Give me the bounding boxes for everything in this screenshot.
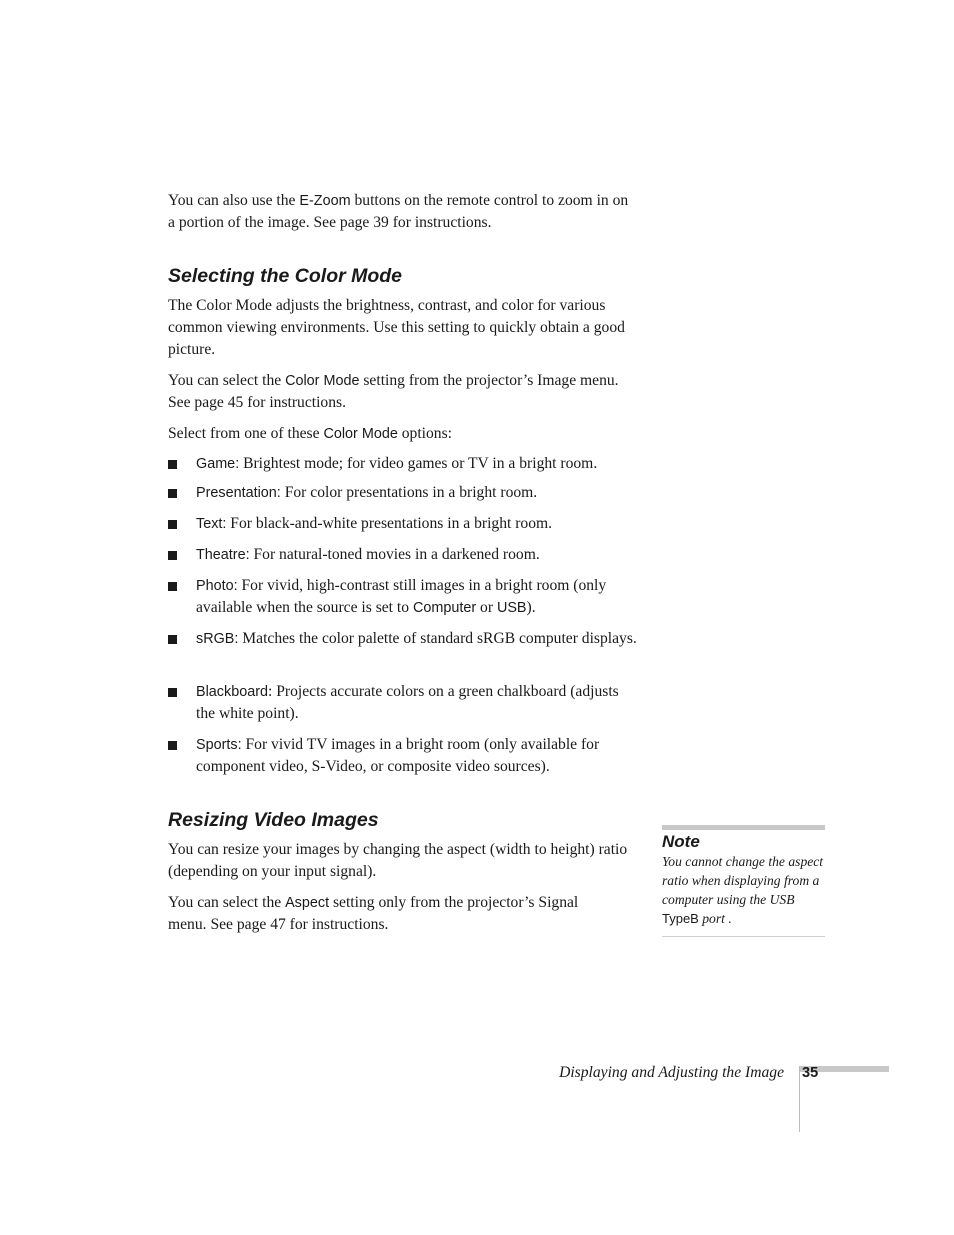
footer-chapter-title: Displaying and Adjusting the Image — [559, 1064, 784, 1081]
p3-text-a: Select from one of these — [168, 425, 324, 442]
option-text-end: ). — [526, 599, 536, 616]
intro-paragraph — [168, 190, 638, 234]
option-text: Brightest mode; for video games or TV in a bright room. — [239, 455, 598, 472]
option-keyword-computer: Computer — [412, 600, 477, 616]
note-bottom-rule — [662, 936, 825, 937]
list-item-presentation — [168, 482, 638, 504]
option-text: For vivid TV images in a bright room (only available for component video, S-Video, or composite video sources). — [196, 736, 600, 775]
bullet-square-icon — [168, 489, 177, 498]
p2-text-b: setting from the projector’s Image menu. See page 45 for instructions. — [168, 372, 619, 411]
bullet-square-icon — [168, 741, 177, 750]
note-top-bar — [662, 825, 825, 830]
bullet-square-icon — [168, 688, 177, 697]
option-keyword-usb: USB — [496, 600, 527, 616]
option-text: For color presentations in a bright room. — [280, 484, 538, 501]
list-item-theatre — [168, 544, 638, 566]
intro-text-2: buttons on the remote control to zoom in on a portion of the image. See page 39 for instructions. — [168, 192, 629, 231]
page-number: 35 — [802, 1065, 819, 1081]
list-item-blackboard — [168, 681, 638, 725]
p2-keyword: Color Mode — [285, 373, 360, 389]
option-text: For black-and-white presentations in a bright room. — [226, 515, 553, 532]
note-keyword: TypeB — [662, 911, 699, 926]
option-text: : Projects accurate colors on a green chalkboard (adjusts the white point). — [196, 683, 619, 722]
note-text-b: port . — [698, 911, 732, 926]
footer-vertical-rule — [799, 1066, 800, 1132]
option-label: sRGB: — [196, 631, 239, 647]
option-label: Text: — [196, 516, 227, 532]
option-text: Matches the color palette of standard sRGB computer displays. — [238, 630, 637, 647]
color-mode-paragraph-2 — [168, 370, 638, 414]
bullet-square-icon — [168, 460, 177, 469]
note-text — [662, 852, 827, 928]
list-item-photo — [168, 575, 638, 619]
intro-keyword-ezoom: E-Zoom — [299, 193, 351, 209]
list-item-text — [168, 513, 638, 535]
p2-text-a: You can select the — [168, 372, 286, 389]
option-text-mid: or — [476, 599, 497, 616]
option-label: Blackboard — [196, 684, 268, 700]
p3-text-b: options: — [397, 425, 452, 442]
option-label: Game: — [196, 456, 240, 472]
resize-p2-text-a: You can select the — [168, 894, 286, 911]
note-text-a: You cannot change the aspect ratio when displaying from a computer using the USB — [662, 854, 824, 907]
option-label: Theatre: — [196, 547, 250, 563]
option-label: Presentation: — [196, 485, 281, 501]
intro-text-1: You can also use the — [168, 192, 300, 209]
color-mode-paragraph-1: The Color Mode adjusts the brightness, contrast, and color for various common viewing environments. Use this setting to quickly obtain a good picture. — [168, 297, 625, 358]
list-item-sports — [168, 734, 638, 778]
resize-paragraph-2 — [168, 892, 618, 936]
option-text: For vivid, high-contrast still images in a bright room (only available when the source is set to — [196, 577, 607, 616]
resize-p2-text-b: setting only from the projector’s Signal menu. See page 47 for instructions. — [168, 894, 579, 933]
option-label: Sports: — [196, 737, 242, 753]
bullet-square-icon — [168, 551, 177, 560]
option-text: For natural-toned movies in a darkened room. — [249, 546, 540, 563]
bullet-square-icon — [168, 582, 177, 591]
list-item-srgb — [168, 628, 638, 650]
p3-keyword: Color Mode — [323, 426, 398, 442]
heading-color-mode: Selecting the Color Mode — [168, 265, 403, 287]
heading-resizing: Resizing Video Images — [168, 809, 379, 831]
list-item-game — [168, 453, 638, 475]
bullet-square-icon — [168, 520, 177, 529]
note-title: Note — [662, 832, 700, 851]
resize-p2-keyword: Aspect — [285, 895, 330, 911]
bullet-square-icon — [168, 635, 177, 644]
option-label: Photo: — [196, 578, 238, 594]
color-mode-paragraph-3 — [168, 423, 638, 445]
resize-paragraph-1: You can resize your images by changing the aspect (width to height) ratio (depending on your input signal). — [168, 841, 628, 880]
